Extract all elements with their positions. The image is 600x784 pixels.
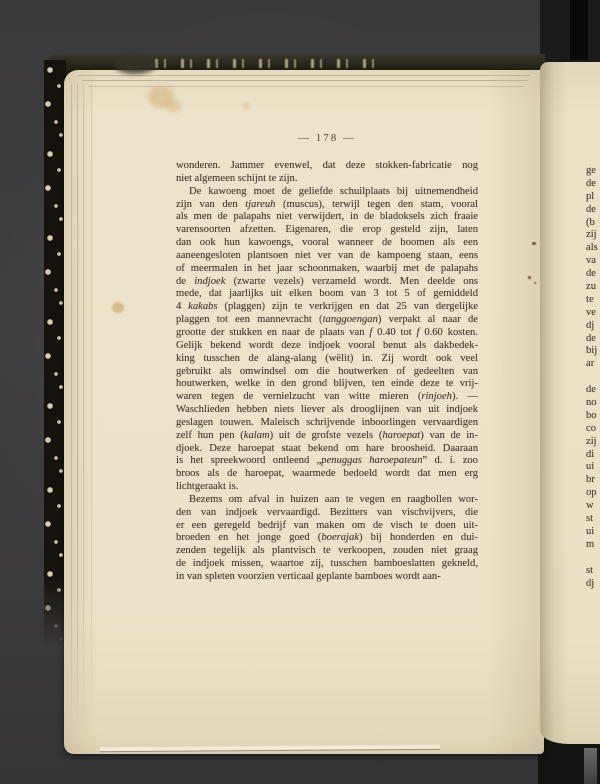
facing-page-text-fragment (586, 371, 598, 384)
facing-page-text-fragment: bij (586, 345, 598, 357)
page-edge-line (88, 86, 524, 87)
text-line: lichtgeraakt is. (176, 481, 239, 493)
text-line: Bezems om afval in huizen aan te vegen en raagbollen wor- (189, 493, 478, 505)
foxing-stain (148, 86, 174, 108)
cover-marbling-specks (148, 59, 388, 68)
facing-page-text-fragment: dj (586, 577, 595, 589)
text-line: grootte der stukken en naar de plaats van f 0.40 tot f 0.60 kosten. (176, 326, 478, 338)
text-line: plaggen tot een mannevracht (tanggoengan) verpakt al naar de (176, 314, 478, 326)
text-line: of meermalen in het jaar schoonmaken, waarbij met de palapahs (176, 262, 478, 274)
text-line: dan ook hun kawoengs, vooral wanneer de boomen als een (176, 237, 478, 249)
ink-speck (532, 242, 536, 245)
text-line: geslagen touwen. Maleisch schrijvende inboorlingen vervaardigen (176, 416, 478, 428)
facing-page-text-fragment: zij (586, 435, 597, 447)
facing-page-text-fragment: ge (586, 165, 596, 176)
facing-page-text-fragment: ui (586, 461, 595, 473)
facing-page-text-fragment: st (586, 564, 594, 576)
text-line: mede, dat jaarlijks uit elken boom van 3 tot 5 of gemiddeld (176, 288, 478, 300)
facing-page-text-fragment: te (586, 293, 594, 305)
text-line: broeden en het jonge goed (boerajak) bij honderden en dui- (176, 532, 478, 544)
facing-page-text-fragment: de (586, 384, 596, 396)
facing-page-text-fragment: zij (586, 229, 597, 241)
text-line: broos als de haroepat, waarmede bedoeld wordt dat men erg (176, 468, 478, 480)
page-edge-line (77, 84, 78, 732)
text-line: zelf hun pen (kalam) uit de grofste vezels (haroepat) van de in- (176, 429, 478, 441)
main-page (64, 70, 544, 754)
facing-page-column (586, 165, 598, 590)
text-line: er een geregeld bedrijf van maken om de visch te doen uit- (176, 519, 478, 531)
facing-page-text-fragment: bo (586, 409, 597, 421)
text-line: de indjoek missen, waartoe zij, tusschen bamboeslatten gekneld, (176, 558, 478, 570)
page-edge-line (91, 84, 92, 716)
text-line: wonderen. Jammer evenwel, dat deze stokken-fabricatie nog (176, 160, 478, 171)
foxing-stain (242, 102, 251, 110)
facing-page-text-fragment: ve (586, 306, 596, 318)
text-line: de indjoek (zwarte vezels) verzameld wordt. Men deelde ons (176, 275, 479, 287)
text-line: den van indjoek vervaardigd. Bezitters van vischvijvers, die (176, 506, 478, 518)
facing-page-text-fragment: ui (586, 525, 595, 537)
text-line: waren tegen de vernielzucht van witte mieren (rinjoeh). — (176, 391, 478, 403)
facing-page-text-fragment: va (586, 255, 596, 267)
facing-page-text-fragment: br (586, 474, 595, 486)
text-line: niet algemeen schijnt te zijn. (176, 172, 298, 184)
text-line: in van spleten voorzien verticaal geplante bamboes wordt aan- (176, 571, 441, 582)
facing-page-edge-streak (584, 748, 597, 784)
book-cover-marbled-edge (44, 60, 66, 646)
text-block (176, 160, 478, 584)
text-line: als men de palapahs niet verwijdert, in de bladoksels zich fraaie (176, 211, 478, 223)
text-line: varensoorten afzetten. Eigenaren, die erop gesteld zijn, laten (176, 224, 478, 236)
facing-page-text-fragment: co (586, 422, 596, 434)
text-line: Waschlieden hebben niets liever als drooglijnen van uit indjoek (176, 404, 478, 416)
facing-page-text-fragment: als (586, 242, 598, 254)
text-line: houtwerken, welke in den grond blijven, ten einde deze te vrij- (176, 378, 478, 390)
facing-page (540, 62, 600, 744)
facing-page-text-fragment: m (586, 538, 595, 550)
text-line: zijn van den tjareuh (muscus), terwijl tegen den stam, vooral (176, 198, 478, 210)
facing-page-text-fragment: ar (586, 358, 595, 370)
text-line: gebruikt als omwindsel om die houtwerken of gedeelten van (176, 365, 478, 377)
page-edge-line (82, 80, 528, 81)
facing-page-text-fragment: st (586, 513, 594, 525)
page-number: — 178 — (298, 132, 356, 144)
facing-page-text-fragment: de (586, 177, 596, 189)
text-line: Gelijk bekend wordt deze indjoek vooral benut als dakbedek- (176, 339, 478, 351)
corner-smudge (114, 56, 156, 74)
ink-speck (528, 276, 531, 279)
facing-page-text-fragment: pl (586, 190, 595, 202)
text-line: aaneengesloten plantsoen niet ver van de kampoeng staan, eens (176, 249, 478, 261)
facing-page-text-fragment: op (586, 487, 597, 499)
text-line: De kawoeng moet de geliefde schuilplaats bij uitnemendheid (189, 185, 478, 197)
page-bottom-edge (100, 745, 440, 752)
facing-page-text-fragment: zu (586, 281, 596, 293)
foxing-stain (166, 100, 182, 112)
text-line: 4 kakabs (plaggen) zijn te verkrijgen en dat 25 van dergelijke (176, 301, 479, 313)
foxing-stain (112, 302, 124, 313)
page-edge-line (78, 75, 530, 76)
text-line: king tusschen de alang-alang (wëlit) in. Zij wordt ook veel (176, 352, 478, 364)
text-line: zenden tegelijk als plantvisch te verkoopen, zouden niet graag (176, 545, 478, 557)
book-gutter-dark-corner (540, 0, 600, 64)
page-edge-line (71, 84, 72, 736)
facing-page-text-fragment: no (586, 397, 597, 409)
facing-page-text-fragment (586, 552, 598, 565)
facing-page-text-fragment: w (586, 500, 594, 512)
ink-speck (534, 282, 536, 284)
facing-page-text-fragment: de (586, 268, 596, 280)
text-line: djoek. Deze haroepat staat bekend om hare broosheid. Daaraan (176, 442, 478, 454)
facing-page-text-fragment: (b (586, 216, 595, 228)
facing-page-text-fragment: de (586, 203, 596, 215)
text-line: is het spreekwoord ontleend „penuggas haroepateun” d. i. zoo (176, 455, 478, 467)
facing-page-text-fragment: dj (586, 319, 595, 331)
page-edge-line (83, 84, 84, 724)
facing-page-text-fragment: di (586, 448, 595, 460)
facing-page-text-fragment: de (586, 332, 596, 344)
gutter-shadow-stripe (570, 0, 588, 60)
